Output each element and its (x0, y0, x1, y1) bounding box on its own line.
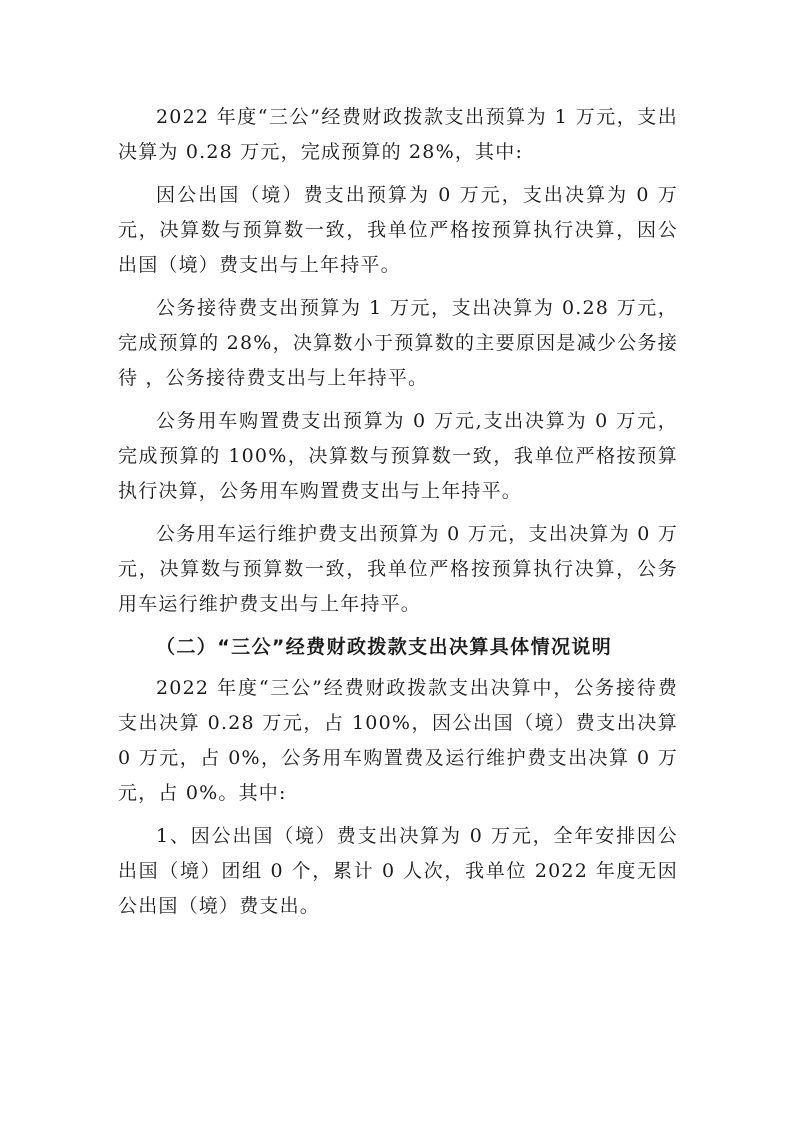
paragraph-official-reception: 公务接待费支出预算为 1 万元，支出决算为 0.28 万元，完成预算的 28%，决算数小于预算数的主要原因是减少公务接待 ，公务接待费支出与上年持平。 (118, 297, 678, 389)
paragraph-summary: 2022 年度“三公”经费财政拨款支出预算为 1 万元，支出决算为 0.28 万元，完成预算的 28%，其中: (118, 106, 678, 163)
paragraph-overseas-travel: 因公出国（境）费支出预算为 0 万元，支出决算为 0 万元，决算数与预算数一致，我单位严格按预算执行决算，因公出国（境）费支出与上年持平。 (118, 184, 678, 276)
paragraph-overseas-detail: 1、因公出国（境）费支出决算为 0 万元，全年安排因公出国（境）团组 0 个，累计 0 人次，我单位 2022 年度无因公出国（境）费支出。 (118, 825, 678, 917)
paragraph-final-accounts: 2022 年度“三公”经费财政拨款支出决算中，公务接待费支出决算 0.28 万元，占 100%，因公出国（境）费支出决算 0 万元，占 0%，公务用车购置费及运行维护费支出决算 0 万元，占 0%。其中: (118, 677, 678, 804)
document-page (118, 100, 678, 932)
section-heading: （二）“三公”经费财政拨款支出决算具体情况说明 (156, 636, 613, 658)
paragraph-vehicle-purchase: 公务用车购置费支出预算为 0 万元,支出决算为 0 万元，完成预算的 100%，决算数与预算数一致，我单位严格按预算执行决算，公务用车购置费支出与上年持平。 (118, 410, 678, 502)
paragraph-vehicle-maintenance: 公务用车运行维护费支出预算为 0 万元，支出决算为 0 万元，决算数与预算数一致，我单位严格按预算执行决算，公务用车运行维护费支出与上年持平。 (118, 523, 678, 615)
